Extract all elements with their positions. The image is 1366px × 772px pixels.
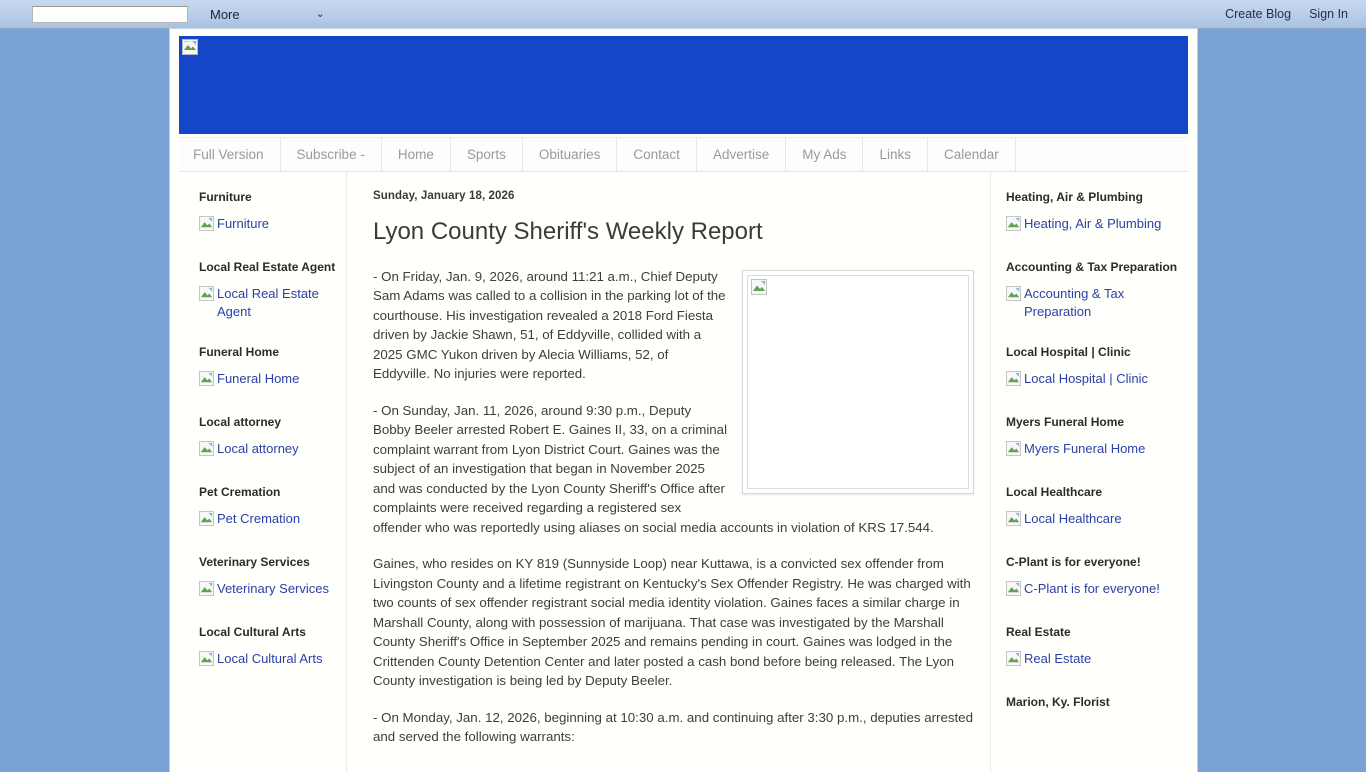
widget-title: Local Cultural Arts [199, 625, 306, 639]
ad-link-label: Local attorney [217, 441, 299, 456]
tab-home[interactable]: Home [382, 138, 451, 171]
post-paragraph: Gaines, who resides on KY 819 (Sunnyside Loop) near Kuttawa, is a convicted sex offender from Livingston County and a lifetime registrant on Kentucky's Sex Offender Registry. He was charged with two counts of sex offender registrant social media identity violation. Gaines faces a similar charge in Marshall County, along with possession of marijuana. That case was investigated by the Marshall County Sheriff's Office in September 2025 and remains pending in court. Gaines was lodged in the Crittenden County Detention Center and later posted a cash bond before being released. The Lyon County investigation is being led by Deputy Beeler. [373, 556, 971, 689]
more-menu-label: More [210, 6, 240, 22]
sidebar-widget-heating-air-plumbing [1006, 190, 1182, 236]
sign-in-link[interactable]: Sign In [1309, 7, 1348, 21]
broken-image-icon [1006, 441, 1021, 456]
tab-my-ads[interactable]: My Ads [786, 138, 863, 171]
widget-title: Pet Cremation [199, 485, 281, 499]
chevron-down-icon: ⌄ [315, 7, 325, 20]
widget-title: Accounting & Tax Preparation [1006, 260, 1178, 274]
broken-image-icon [199, 286, 214, 301]
widget-title: Local Hospital | Clinic [1006, 345, 1131, 359]
ad-link-real-estate[interactable] [1006, 650, 1091, 668]
broken-image-icon [182, 39, 198, 55]
ad-link-label: C-Plant is for everyone! [1024, 581, 1160, 596]
broken-image-icon [199, 511, 214, 526]
ad-link-label: Local Healthcare [1024, 511, 1122, 526]
sidebar-widget-local-cultural-arts [199, 625, 340, 671]
blogger-navbar [0, 0, 1366, 29]
ad-link-local-hospital-clinic[interactable] [1006, 370, 1148, 388]
ad-link-local-cultural-arts[interactable] [199, 650, 323, 668]
sidebar-widget-marion-ky-florist [1006, 695, 1182, 710]
sidebar-widget-local-real-estate-agent [199, 260, 340, 321]
post-date: Sunday, January 18, 2026 [373, 190, 515, 202]
ad-link-accounting-tax-preparation[interactable] [1006, 285, 1182, 321]
widget-title: Local Healthcare [1006, 485, 1103, 499]
navbar-right-group [1225, 7, 1366, 21]
left-sidebar [179, 172, 347, 772]
ad-link-label: Furniture [217, 216, 270, 231]
widget-title: Funeral Home [199, 345, 280, 359]
widget-title: C-Plant is for everyone! [1006, 555, 1141, 569]
ad-link-funeral-home[interactable] [199, 370, 299, 388]
widget-title: Local attorney [199, 415, 282, 429]
tab-advertise[interactable]: Advertise [697, 138, 786, 171]
ad-link-furniture[interactable] [199, 215, 269, 233]
widget-title: Heating, Air & Plumbing [1006, 190, 1143, 204]
broken-image-icon [1006, 286, 1021, 301]
ad-link-label: Myers Funeral Home [1024, 441, 1146, 456]
search-input[interactable] [32, 6, 188, 23]
sidebar-widget-myers-funeral-home [1006, 415, 1182, 461]
ad-link-pet-cremation[interactable] [199, 510, 300, 528]
post-paragraph: - On Monday, Jan. 12, 2026, beginning at 10:30 a.m. and continuing after 3:30 p.m., deputies arrested and served the following warrants: [373, 709, 973, 745]
ad-link-label: Funeral Home [217, 371, 300, 386]
broken-image-icon [1006, 581, 1021, 596]
widget-title: Real Estate [1006, 625, 1071, 639]
ad-link-label: Pet Cremation [217, 511, 301, 526]
sidebar-widget-funeral-home [199, 345, 340, 391]
tab-sports[interactable]: Sports [451, 138, 523, 171]
ad-link-label: Veterinary Services [217, 581, 329, 596]
post-paragraph: - On Sunday, Jan. 11, 2026, around 9:30 p.m., Deputy Bobby Beeler arrested Robert E. Gaines II, 33, on a criminal complaint warrant from Lyon District Court. Gaines was the subject of an investigation that began in November 2025 and was conducted by the Lyon County Sheriff's Office after complaints were received regarding a registered sex offender who was reportedly using aliases on social media accounts in violation of KRS 17.544. [373, 402, 934, 535]
post-body [373, 267, 974, 747]
broken-image-icon [1006, 216, 1021, 231]
sidebar-widget-local-hospital-clinic [1006, 345, 1182, 391]
ad-link-label: Local Cultural Arts [217, 651, 323, 666]
sidebar-widget-real-estate [1006, 625, 1182, 671]
sidebar-widget-accounting-tax-preparation [1006, 260, 1182, 321]
broken-image-icon [199, 581, 214, 596]
content-wrapper [170, 29, 1197, 772]
post-image-frame [747, 275, 969, 489]
widget-title: Veterinary Services [199, 555, 310, 569]
ad-link-local-attorney[interactable] [199, 440, 299, 458]
widget-title: Myers Funeral Home [1006, 415, 1125, 429]
broken-image-icon [199, 441, 214, 456]
post-image-figure[interactable] [742, 270, 974, 494]
tab-full-version[interactable]: Full Version [179, 138, 281, 171]
sidebar-widget-c-plant [1006, 555, 1182, 601]
page-background [0, 29, 1366, 768]
main-navigation-tabs [179, 137, 1188, 172]
broken-image-icon [199, 371, 214, 386]
tab-obituaries[interactable]: Obituaries [523, 138, 618, 171]
post-paragraph: - On Friday, Jan. 9, 2026, around 11:21 a.m., Chief Deputy Sam Adams was called to a collision in the parking lot of the courthouse. His investigation revealed a 2018 Ford Fiesta driven by Jackie Shawn, 51, of Eddyville, collided with a 2025 GMC Yukon driven by Alecia Williams, 52, of Eddyville. No injuries were reported. [373, 268, 726, 382]
broken-image-icon [751, 279, 767, 295]
ad-link-label: Real Estate [1024, 651, 1092, 666]
tab-links[interactable]: Links [863, 138, 928, 171]
right-sidebar [990, 172, 1188, 772]
header-wrap [170, 29, 1197, 134]
ad-link-local-healthcare[interactable] [1006, 510, 1122, 528]
tab-calendar[interactable]: Calendar [928, 138, 1016, 171]
page-title: Lyon County Sheriff's Weekly Report [373, 218, 763, 245]
ad-link-local-real-estate-agent[interactable] [199, 285, 340, 321]
ad-link-label: Local Real Estate Agent [217, 286, 319, 319]
sidebar-widget-veterinary-services [199, 555, 340, 601]
ad-link-veterinary-services[interactable] [199, 580, 329, 598]
ad-link-myers-funeral-home[interactable] [1006, 440, 1145, 458]
broken-image-icon [1006, 651, 1021, 666]
ad-link-label: Local Hospital | Clinic [1024, 371, 1149, 386]
sidebar-widget-local-attorney [199, 415, 340, 461]
widget-title: Local Real Estate Agent [199, 260, 336, 274]
sidebar-widget-furniture [199, 190, 340, 236]
sidebar-widget-local-healthcare [1006, 485, 1182, 531]
broken-image-icon [199, 216, 214, 231]
tab-subscribe[interactable]: Subscribe - [281, 138, 382, 171]
more-menu-button[interactable] [210, 7, 325, 22]
ad-link-label: Accounting & Tax Preparation [1024, 286, 1125, 319]
ad-link-heating-air-plumbing[interactable] [1006, 215, 1161, 233]
broken-image-icon [1006, 371, 1021, 386]
ad-link-c-plant[interactable] [1006, 580, 1160, 598]
broken-image-icon [199, 651, 214, 666]
broken-image-icon [1006, 511, 1021, 526]
site-banner-image[interactable] [179, 36, 1188, 134]
widget-title: Marion, Ky. Florist [1006, 695, 1110, 709]
main-row [170, 172, 1197, 772]
create-blog-link[interactable]: Create Blog [1225, 7, 1292, 21]
ad-link-label: Heating, Air & Plumbing [1024, 216, 1162, 231]
sidebar-widget-pet-cremation [199, 485, 340, 531]
tab-contact[interactable]: Contact [617, 138, 697, 171]
navbar-left-group [0, 6, 325, 23]
widget-title: Furniture [199, 190, 252, 204]
main-content-column [347, 172, 990, 764]
